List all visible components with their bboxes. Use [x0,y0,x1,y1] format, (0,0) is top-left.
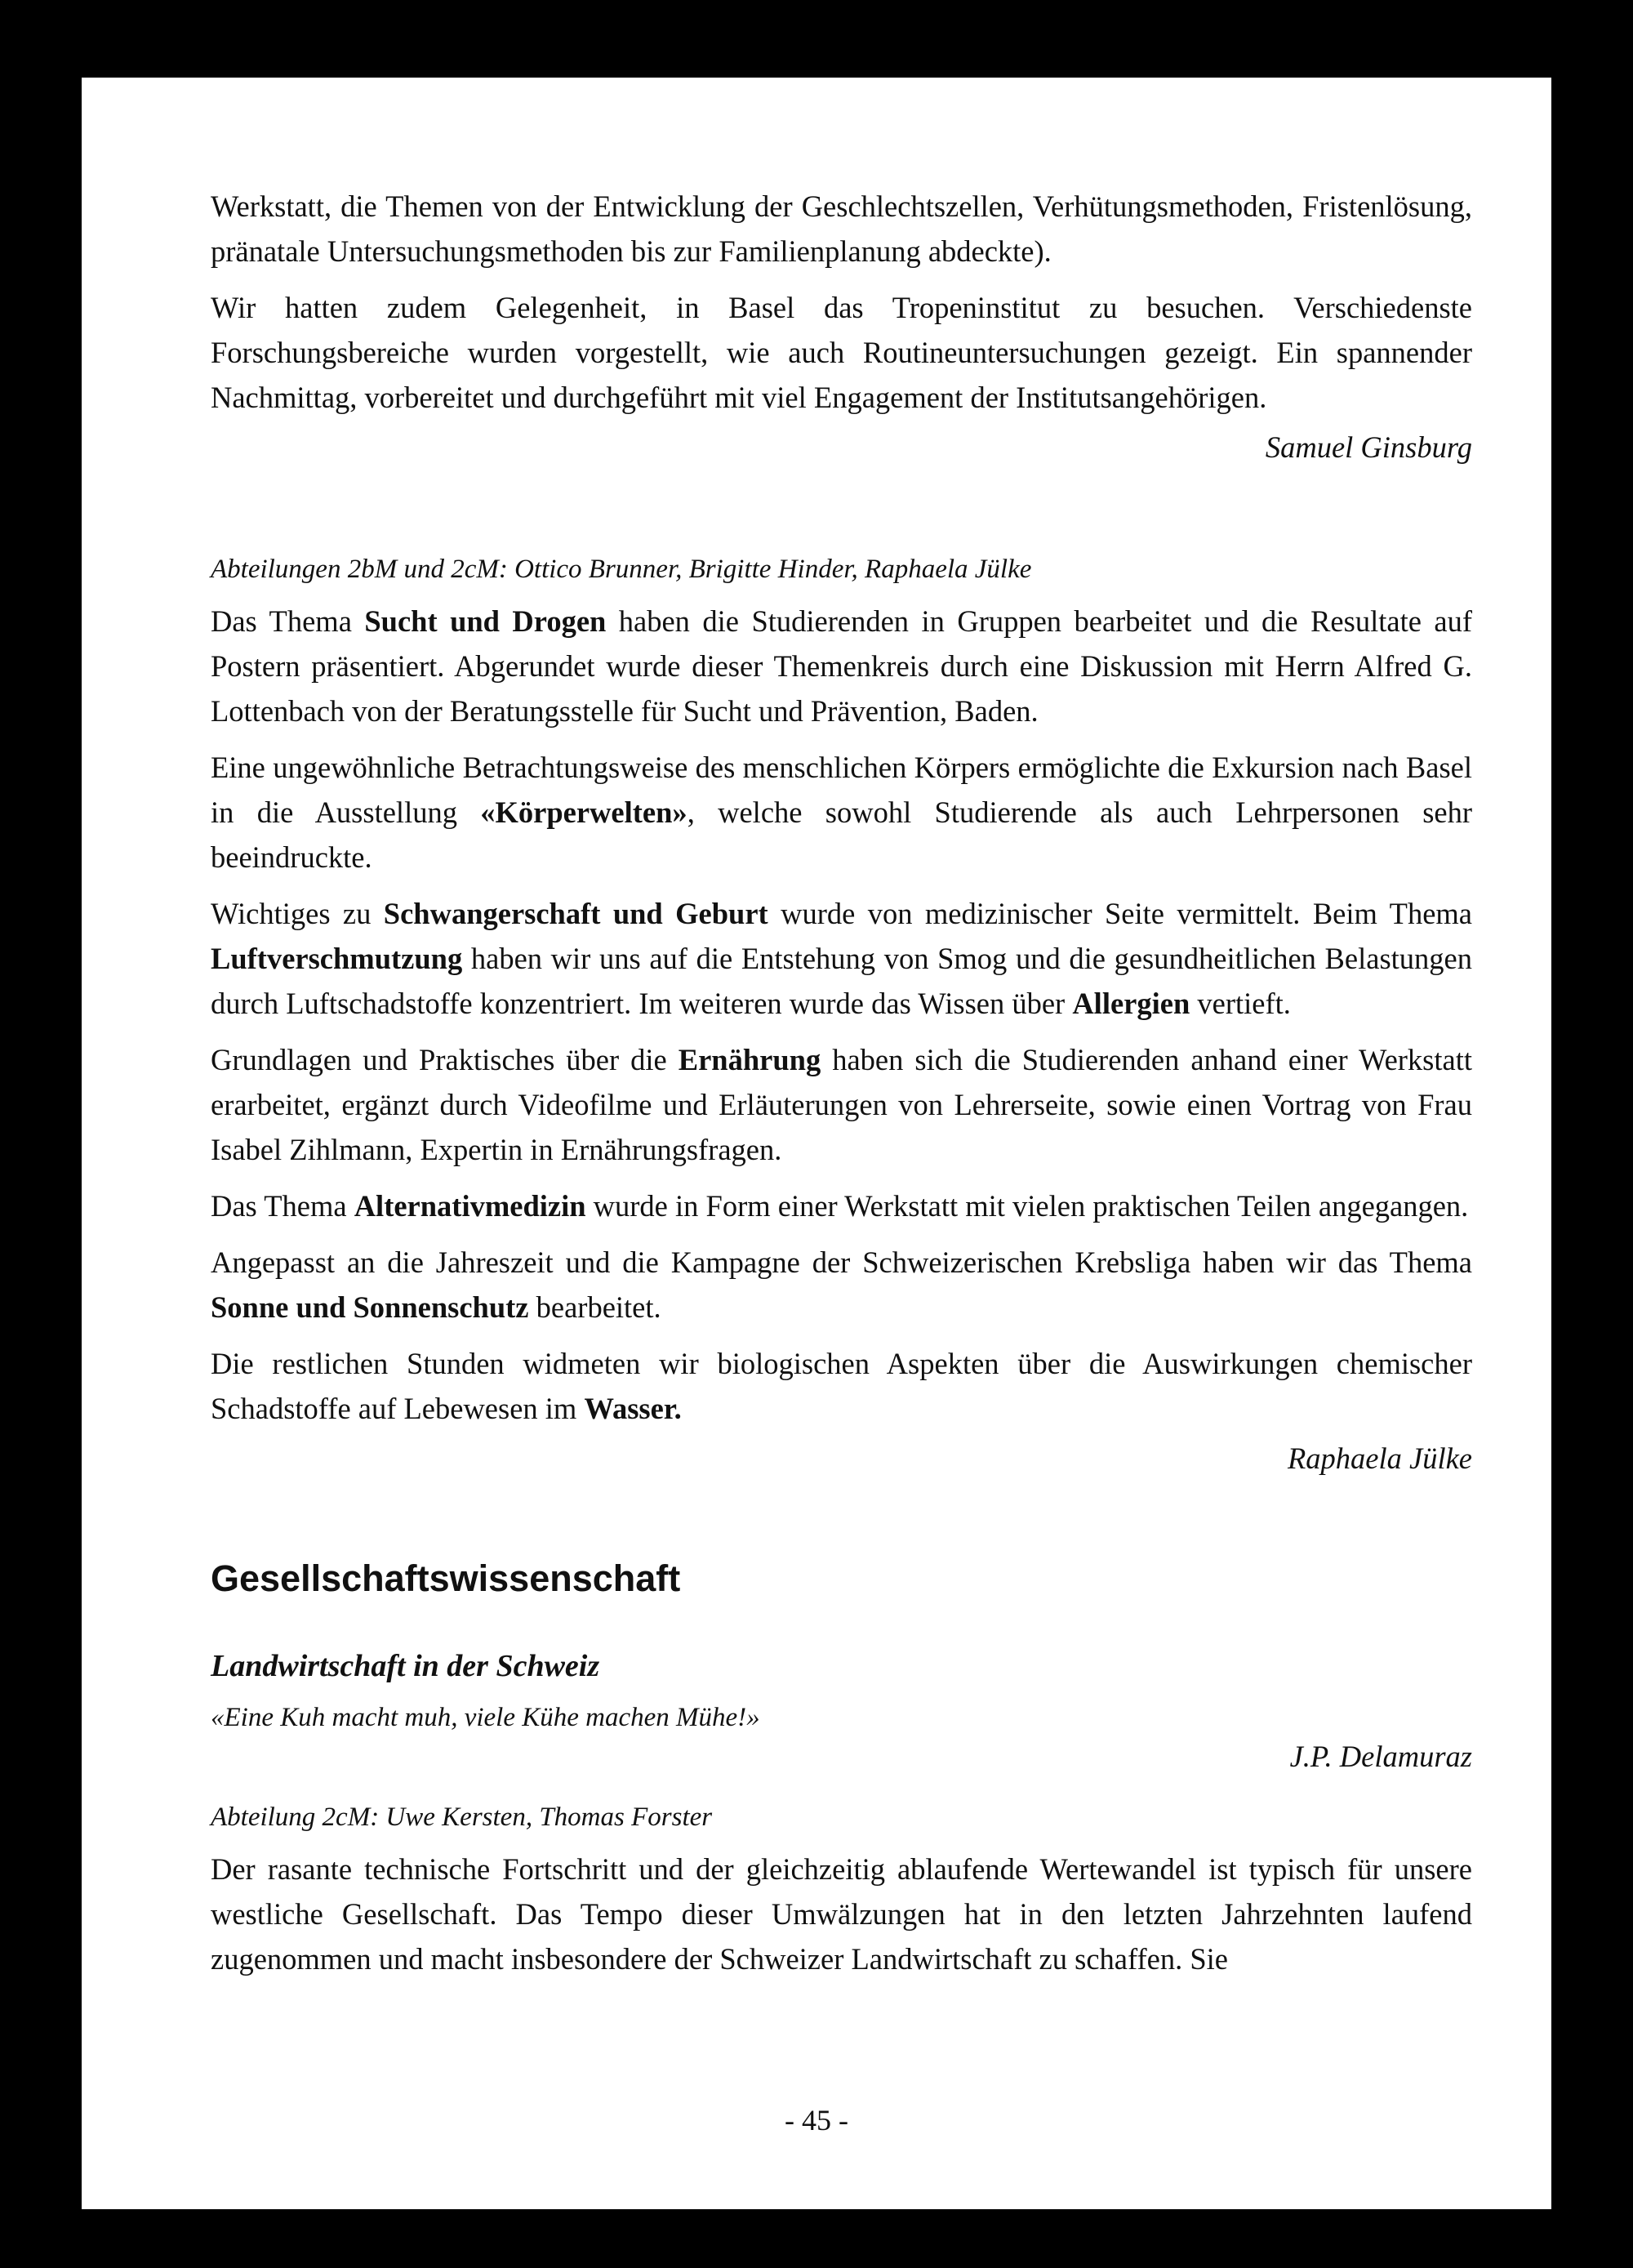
paragraph: Das Thema Sucht und Drogen haben die Studierenden in Gruppen bearbeitet und die Resultate auf Postern präsentiert. Abgerundet wurde dieser Themenkreis durch eine Diskussion mit Herrn Alfred G. Lottenbach von der Beratungsstelle für Sucht und Prävention, Baden. [211,604,1472,728]
paragraph: Werkstatt, die Themen von der Entwicklung der Geschlechtszellen, Verhütungsmethoden, Fristenlösung, pränatale Untersuchungsmethoden bis zur Familienplanung abdeckte). [211,189,1472,268]
paragraph: Angepasst an die Jahreszeit und die Kampagne der Schweizerischen Krebsliga haben wir das Thema Sonne und Sonnenschutz bearbeitet. [211,1245,1472,1324]
quote-author: J.P. Delamuraz [1289,1740,1472,1773]
topic-term: Ernährung [678,1043,821,1076]
page-number: - 45 - [785,2104,848,2137]
topic-term: Schwangerschaft und Geburt [383,897,768,930]
topic-term: Alternativmedizin [354,1189,586,1223]
topic-term: Wasser. [584,1392,682,1425]
paragraph: Die restlichen Stunden widmeten wir biologischen Aspekten über die Auswirkungen chemischer Schadstoffe auf Lebewesen im Wasser. [211,1347,1472,1425]
paragraph: Eine ungewöhnliche Betrachtungsweise des menschlichen Körpers ermöglichte die Exkursion nach Basel in die Ausstellung «Körperwelten», welche sowohl Studierende als auch Lehrpersonen sehr beeindruckte. [211,751,1473,874]
epigraph-quote: «Eine Kuh macht muh, viele Kühe machen Mühe!» [211,1703,760,1732]
paragraph: Der rasante technische Fortschritt und der gleichzeitig ablaufende Wertewandel ist typisch für unsere westliche Gesellschaft. Das Tempo dieser Umwälzungen hat in den letzten Jahrzehnten laufend zugenommen und macht insbesondere der Schweizer Landwirtschaft zu schaffen. Sie [211,1852,1472,1976]
author-signature: Samuel Ginsburg [1265,430,1472,464]
paragraph: Das Thema Alternativmedizin wurde in Form einer Werkstatt mit vielen praktischen Teilen angegangen. [211,1189,1469,1223]
topic-term: Sonne und Sonnenschutz [211,1290,529,1324]
topic-term: Allergien [1072,987,1190,1020]
topic-term: Luftverschmutzung [211,942,463,975]
page-content [211,184,1472,1993]
paragraph: Wichtiges zu Schwangerschaft und Geburt wurde von medizinischer Seite vermittelt. Beim Thema Luftverschmutzung haben wir uns auf die Entstehung von Smog und die gesundheitlichen Belastungen durch Luftschadstoffe konzentriert. Im weiteren wurde das Wissen über Allergien vertieft. [211,897,1473,1020]
author-signature: Raphaela Jülke [1287,1441,1472,1475]
paragraph: Grundlagen und Praktisches über die Ernährung haben sich die Studierenden anhand einer Werkstatt erarbeitet, ergänzt durch Videofilme und Erläuterungen von Lehrerseite, sowie einen Vortrag von Frau Isabel Zihlmann, Expertin in Ernährungsfragen. [211,1043,1473,1166]
section-heading: Gesellschaftswissenschaft [211,1557,681,1599]
topic-title: Landwirtschaft in der Schweiz [211,1649,600,1683]
class-teachers-line: Abteilungen 2bM und 2cM: Ottico Brunner, Brigitte Hinder, Raphaela Jülke [211,555,1032,584]
topic-term: «Körperwelten» [480,795,687,829]
paragraph: Wir hatten zudem Gelegenheit, in Basel das Tropeninstitut zu besuchen. Verschiedenste Forschungsbereiche wurden vorgestellt, wie auch Routineuntersuchungen gezeigt. Ein spannender Nachmittag, vorbereitet und durchgeführt mit viel Engagement der Institutsangehörigen. [211,291,1472,414]
class-teachers-line: Abteilung 2cM: Uwe Kersten, Thomas Forster [211,1802,713,1832]
document-page [82,78,1551,2209]
topic-term: Sucht und Drogen [364,604,607,638]
